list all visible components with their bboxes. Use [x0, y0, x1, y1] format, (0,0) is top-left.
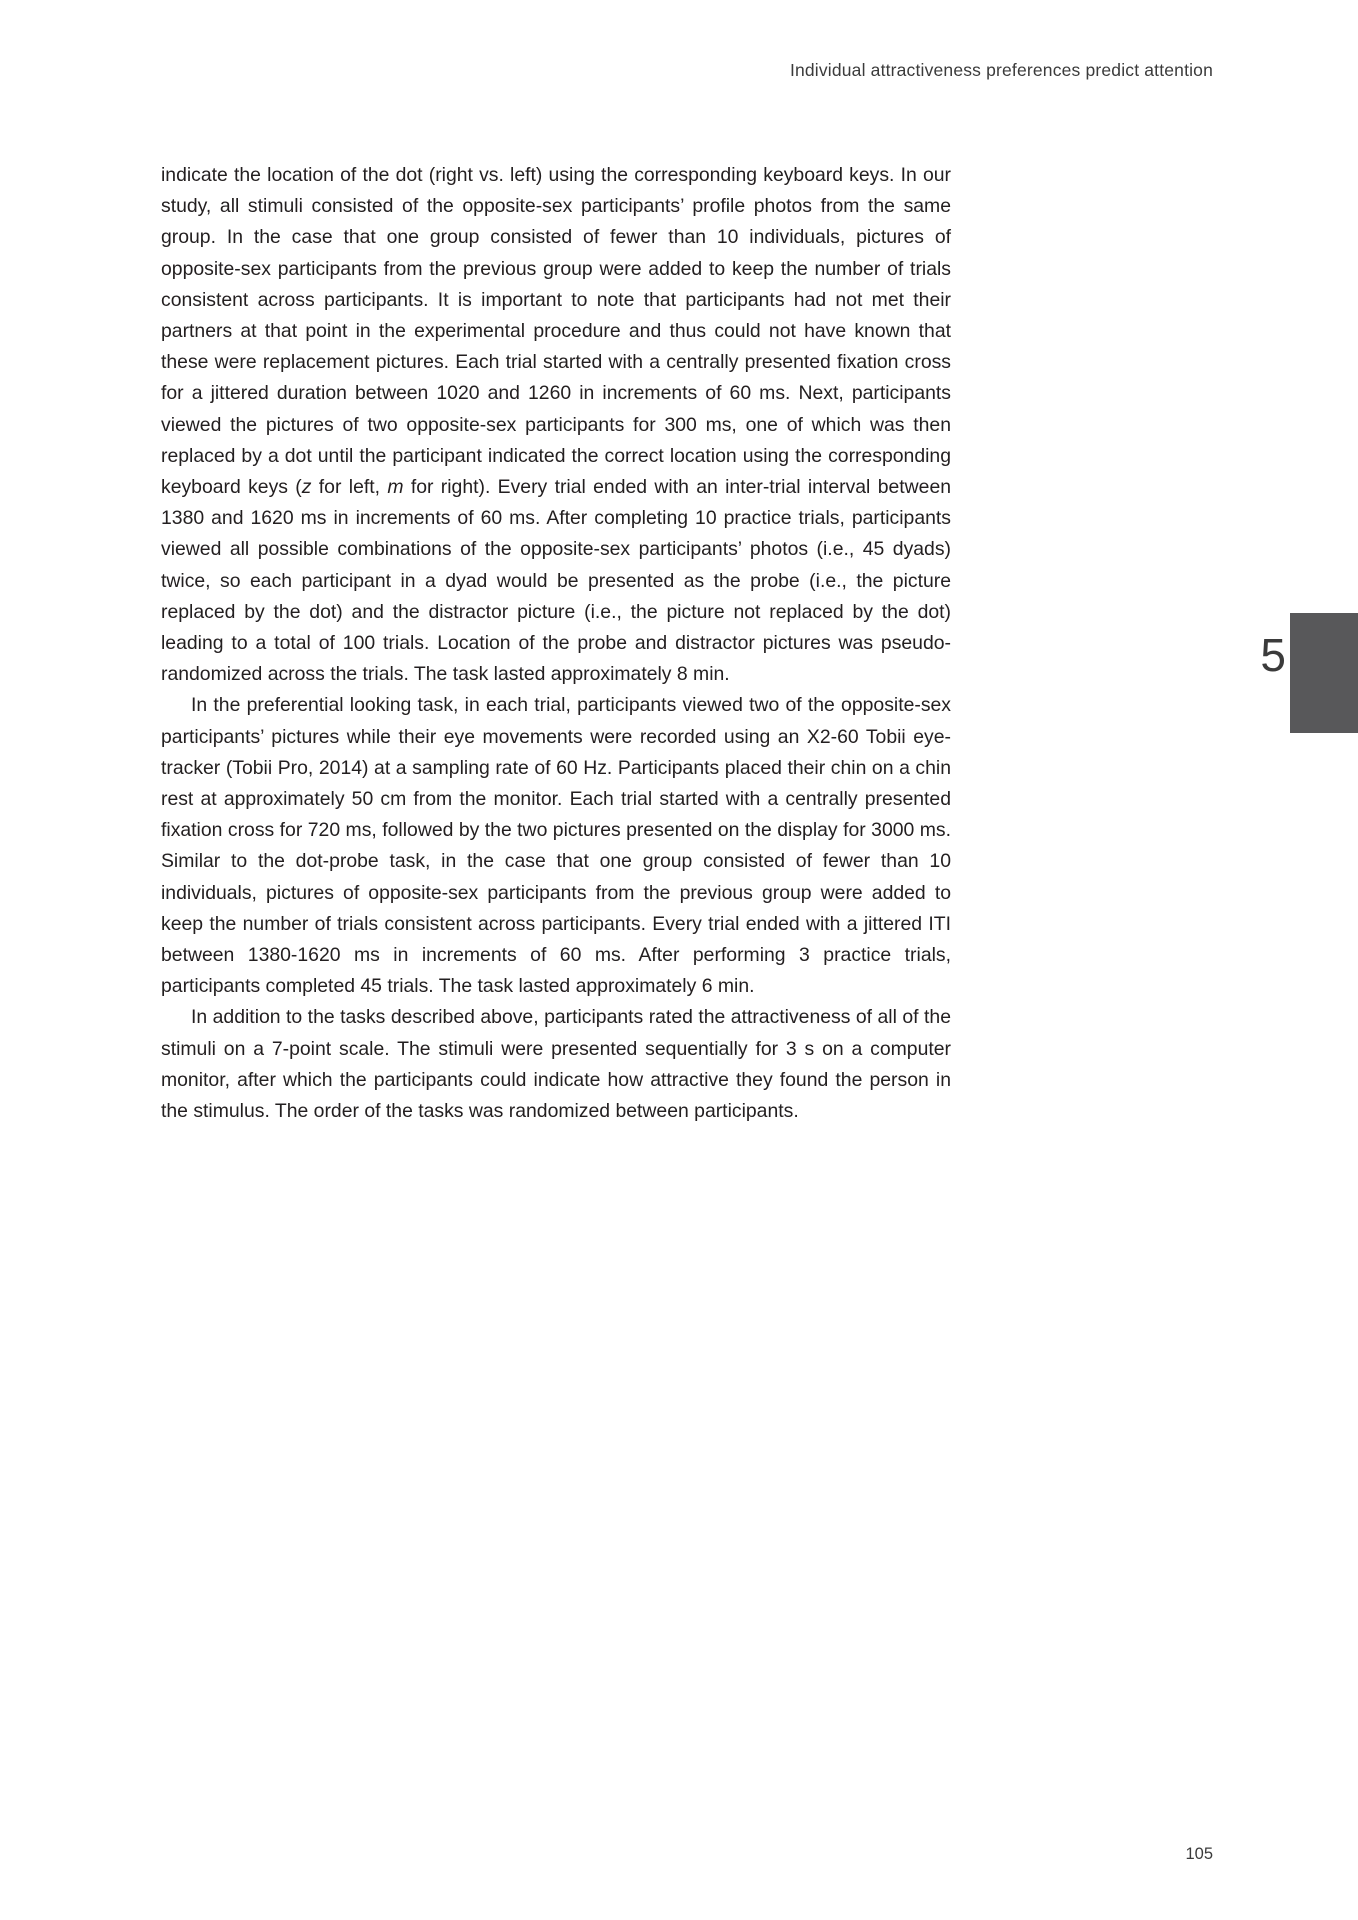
italic-key-z: z [301, 476, 312, 499]
chapter-tab [1290, 613, 1358, 733]
paragraph-2: In the preferential looking task, in each trial, participants viewed two of the opposite-sex participants’ pictures while their eye movements were recorded using an X2-60 Tobii eye-tracker (Tobii Pro, 2014) at a sampling rate of 60 Hz. Participants placed their chin on a chin rest at approximately 50 cm from the monitor. Each trial started with a centrally presented fixation cross for 720 ms, followed by the two pictures presented on the display for 3000 ms. Similar to the dot-probe task, in the case that one group consisted of fewer than 10 individuals, pictures of opposite-sex participants from the previous group were added to keep the number of trials consistent across participants. Every trial ended with a jittered ITI between 1380-1620 ms in increments of 60 ms. After performing 3 practice trials, participants completed 45 trials. The task lasted approximately 6 min. [161, 694, 951, 998]
chapter-number: 5 [1260, 629, 1286, 681]
body-text-column [161, 160, 951, 1127]
running-head: Individual attractiveness preferences predict attention [789, 60, 1213, 80]
paragraph-1: indicate the location of the dot (right vs. left) using the corresponding keyboard keys. In our study, all stimuli consisted of the opposite-sex participants’ profile photos from the same group. In the case that one group consisted of fewer than 10 individuals, pictures of opposite-sex participants from the previous group were added to keep the number of trials consistent across participants. It is important to note that participants had not met their partners at that point in the experimental procedure and thus could not have known that these were replacement pictures. Each trial started with a centrally presented fixation cross for a jittered duration between 1020 and 1260 in increments of 60 ms. Next, participants viewed the pictures of two opposite-sex participants for 300 ms, one of which was then replaced by a dot until the participant indicated the correct location using the corresponding keyboard keys (z for left, m for right). Every trial ended with an inter-trial interval between 1380 and 1620 ms in increments of 60 ms. After completing 10 practice trials, participants viewed all possible combinations of the opposite-sex participants’ photos (i.e., 45 dyads) twice, so each participant in a dyad would be presented as the probe (i.e., the picture replaced by the dot) and the distractor picture (i.e., the picture not replaced by the dot) leading to a total of 100 trials. Location of the probe and distractor pictures was pseudo-randomized across the trials. The task lasted approximately 8 min. [161, 164, 952, 686]
page-number: 105 [1185, 1845, 1213, 1863]
paragraph-3: In addition to the tasks described above, participants rated the attractiveness of all of the stimuli on a 7-point scale. The stimuli were presented sequentially for 3 s on a computer monitor, after which the participants could indicate how attractive they found the person in the stimulus. The order of the tasks was randomized between participants. [161, 1006, 951, 1123]
italic-key-m: m [387, 476, 404, 499]
